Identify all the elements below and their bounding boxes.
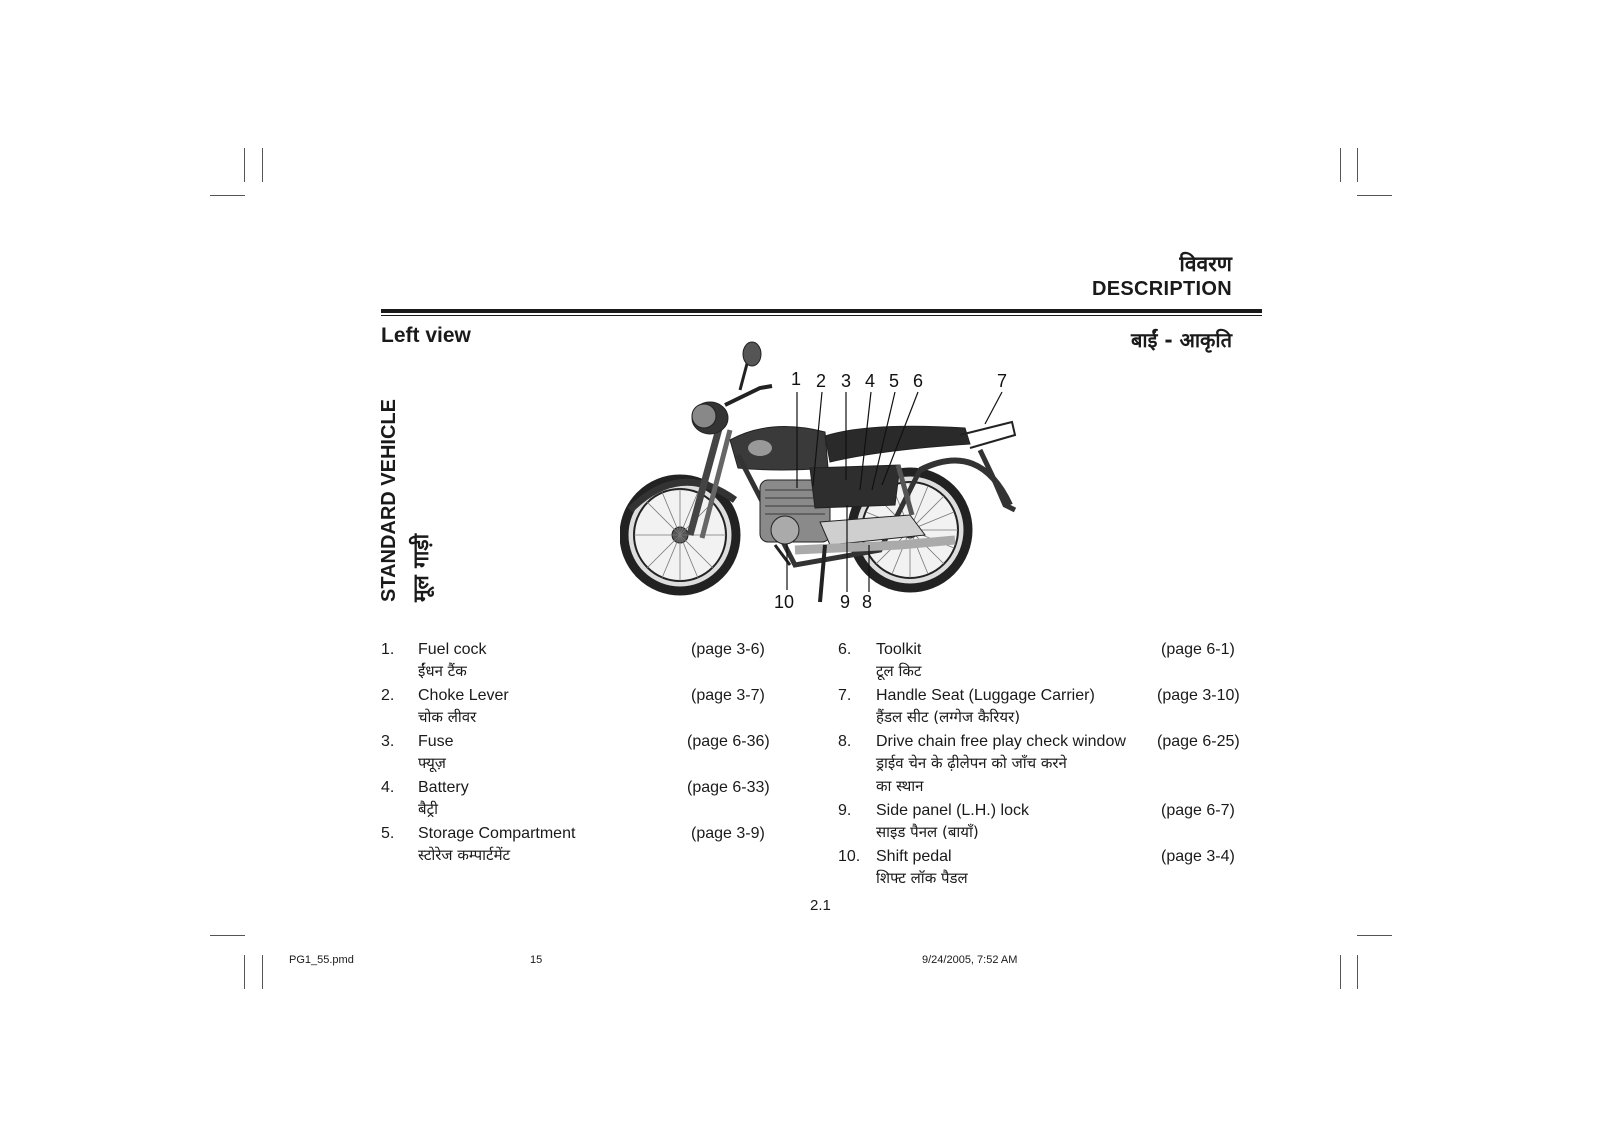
item-name-hindi: फ्यूज़ (418, 754, 446, 772)
header-rule (381, 309, 1262, 313)
item-name: Side panel (L.H.) lock (876, 802, 1029, 819)
callout-label: 9 (840, 592, 851, 612)
crop-mark (210, 935, 245, 936)
callout-label: 10 (774, 592, 795, 612)
item-page-ref: (page 6-1) (1161, 641, 1235, 658)
callout-label: 2 (816, 371, 827, 391)
callout-label: 6 (913, 371, 924, 391)
item-number: 4. (381, 779, 395, 796)
crop-mark (1357, 148, 1358, 182)
item-name-hindi: स्टोरेज कम्पार्टमेंट (418, 846, 511, 864)
footer-sheet: 15 (530, 954, 543, 966)
item-page-ref: (page 3-9) (691, 825, 765, 842)
item-name-hindi-cont: का स्थान (876, 777, 924, 795)
crop-mark (1340, 148, 1341, 182)
side-label-english: STANDARD VEHICLE (378, 399, 400, 602)
item-name: Shift pedal (876, 848, 952, 865)
crop-mark (1357, 955, 1358, 989)
section-title-hindi: बाईं - आकृति (1130, 328, 1232, 352)
item-number: 10. (838, 848, 861, 865)
item-name-hindi: शिफ्ट लॉक पैडल (876, 869, 968, 887)
callout-label: 1 (791, 369, 802, 389)
item-page-ref: (page 3-7) (691, 687, 765, 704)
item-number: 1. (381, 641, 395, 658)
header-title: DESCRIPTION (1092, 278, 1232, 300)
item-name: Choke Lever (418, 687, 509, 704)
item-number: 2. (381, 687, 395, 704)
side-label (377, 399, 435, 602)
header-title-hindi: विवरण (1179, 252, 1232, 276)
item-number: 8. (838, 733, 852, 750)
crop-mark (210, 195, 245, 196)
callout-label: 7 (997, 371, 1008, 391)
item-name: Handle Seat (Luggage Carrier) (876, 687, 1095, 704)
crop-mark (244, 148, 245, 182)
footer-filename: PG1_55.pmd (289, 954, 354, 966)
section-title: Left view (381, 324, 471, 347)
item-name-hindi: चोक लीवर (418, 708, 477, 726)
item-number: 3. (381, 733, 395, 750)
item-number: 5. (381, 825, 395, 842)
item-page-ref: (page 3-4) (1161, 848, 1235, 865)
motorcycle-illustration (620, 340, 1060, 630)
footer-timestamp: 9/24/2005, 7:52 AM (922, 954, 1018, 966)
crop-mark (1357, 195, 1392, 196)
item-number: 6. (838, 641, 852, 658)
crop-mark (262, 148, 263, 182)
item-name-hindi: साइड पैनल (बायाँ) (876, 823, 979, 841)
callout-label: 8 (862, 592, 873, 612)
item-number: 9. (838, 802, 852, 819)
item-name-hindi: बैट्री (418, 800, 439, 818)
callout-label: 5 (889, 371, 900, 391)
item-page-ref: (page 6-33) (687, 779, 770, 796)
callout-label: 4 (865, 371, 876, 391)
item-name: Fuel cock (418, 641, 487, 658)
item-name: Battery (418, 779, 469, 796)
crop-mark (1340, 955, 1341, 989)
crop-mark (262, 955, 263, 989)
item-name-hindi: ड्राईव चेन के ढ़ीलेपन को जाँच करने (876, 754, 1067, 772)
item-page-ref: (page 3-6) (691, 641, 765, 658)
header-rule-thin (381, 315, 1262, 316)
callout-label: 3 (841, 371, 852, 391)
item-name: Fuse (418, 733, 454, 750)
item-page-ref: (page 6-25) (1157, 733, 1240, 750)
item-number: 7. (838, 687, 852, 704)
side-label-hindi: मूल गाड़ी (409, 533, 433, 602)
item-page-ref: (page 6-36) (687, 733, 770, 750)
item-name: Storage Compartment (418, 825, 576, 842)
item-name-hindi: टूल किट (876, 662, 922, 680)
item-page-ref: (page 3-10) (1157, 687, 1240, 704)
item-name: Drive chain free play check window (876, 733, 1126, 750)
item-name-hindi: हैंडल सीट (लग्गेज कैरियर) (876, 708, 1021, 726)
page-number: 2.1 (810, 897, 831, 914)
item-name-hindi: ईंधन टैंक (418, 662, 467, 680)
item-name: Toolkit (876, 641, 922, 658)
crop-mark (1357, 935, 1392, 936)
item-page-ref: (page 6-7) (1161, 802, 1235, 819)
crop-mark (244, 955, 245, 989)
